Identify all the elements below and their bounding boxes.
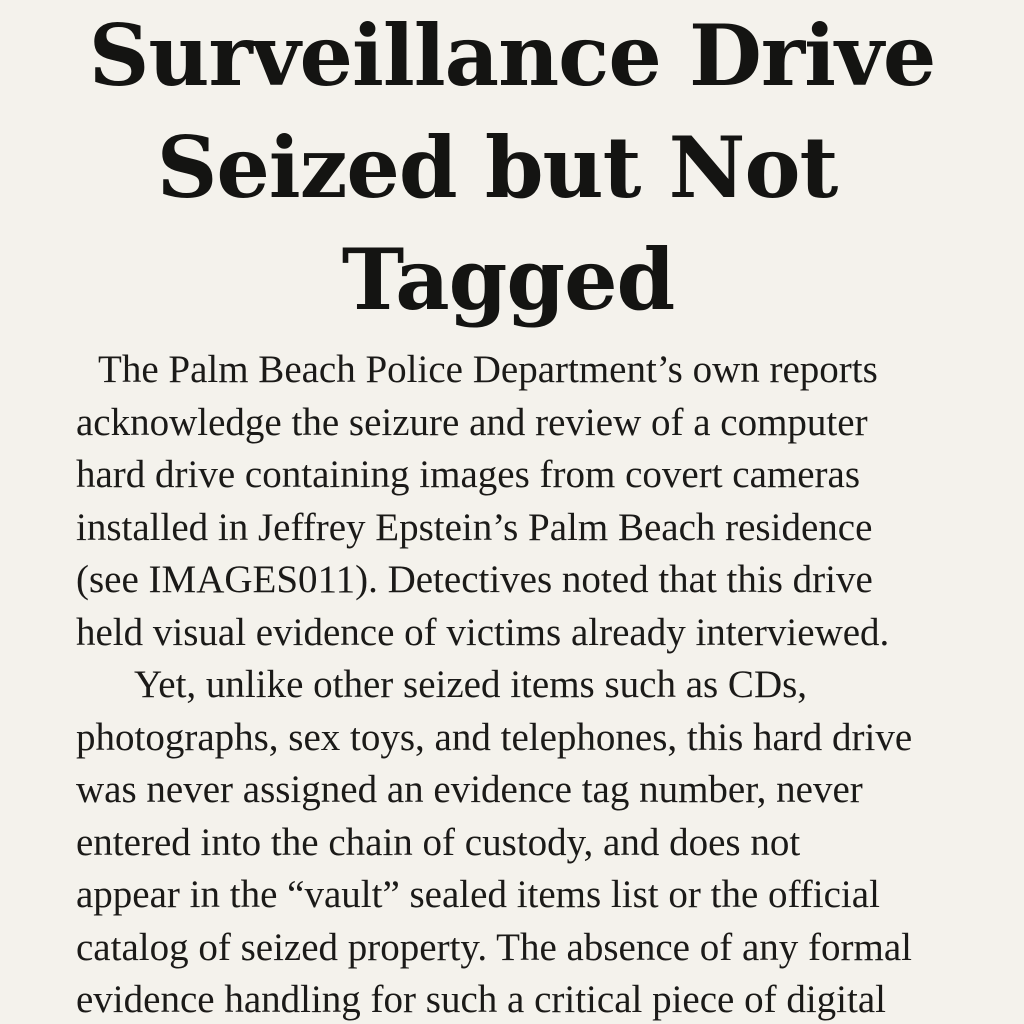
headline-line: Seized but Not bbox=[156, 118, 838, 217]
headline-line: Tagged bbox=[341, 230, 675, 329]
body-line: evidence handling for such a critical piece of digital bbox=[76, 978, 886, 1021]
body-line: was never assigned an evidence tag number, never bbox=[76, 768, 863, 811]
body-line: hard drive containing images from covert cameras bbox=[76, 453, 861, 496]
body-line: entered into the chain of custody, and does not bbox=[76, 820, 801, 864]
body-line: appear in the “vault” sealed items list or the official bbox=[76, 873, 880, 916]
body-line: (see IMAGES011). Detectives noted that this drive bbox=[76, 558, 873, 601]
article-headline bbox=[0, 0, 1024, 336]
body-line: held visual evidence of victims already interviewed. bbox=[76, 610, 890, 654]
body-line: Yet, unlike other seized items such as CDs, bbox=[134, 663, 808, 706]
body-line: acknowledge the seizure and review of a computer bbox=[76, 400, 868, 444]
body-line: installed in Jeffrey Epstein’s Palm Beach residence bbox=[76, 505, 873, 549]
body-line: catalog of seized property. The absence of any formal bbox=[76, 925, 912, 969]
body-line: The Palm Beach Police Department’s own reports bbox=[98, 348, 878, 391]
body-line: photographs, sex toys, and telephones, this hard drive bbox=[76, 715, 913, 759]
article-body bbox=[76, 344, 996, 1024]
headline-line: Surveillance Drive bbox=[88, 6, 936, 105]
